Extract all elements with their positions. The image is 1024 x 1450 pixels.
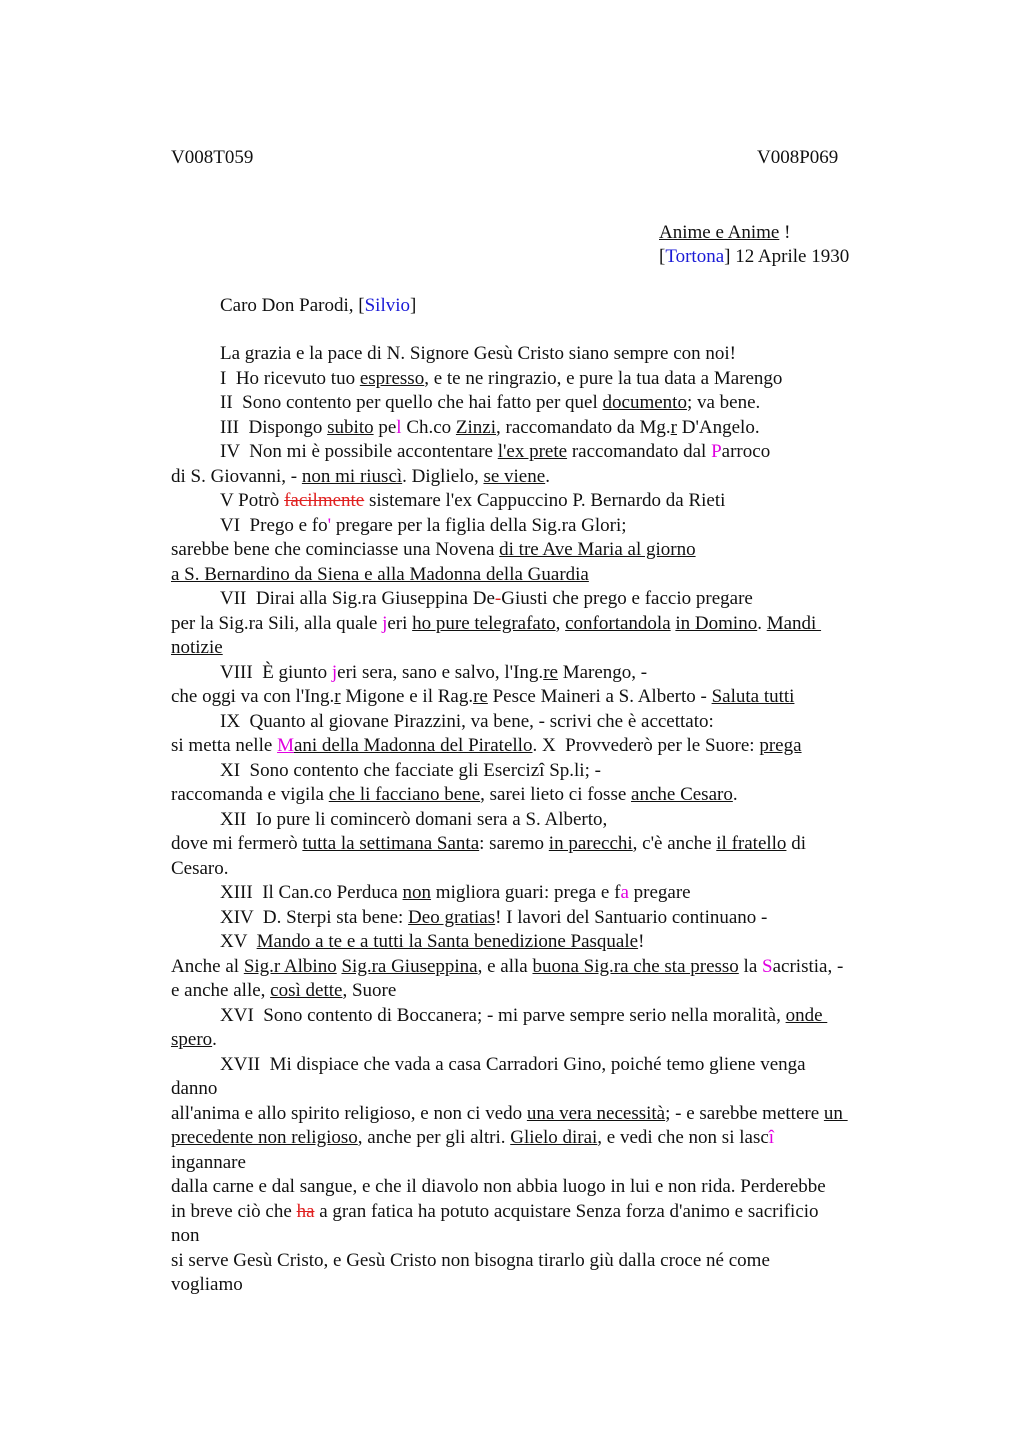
body-line-36: in breve ciò che ha a gran fatica ha potuto acquistare Senza forza d'animo e sacrificio	[171, 1200, 819, 1222]
salutation: Caro Don Parodi, [Silvio]	[220, 295, 417, 316]
body-line-15: che oggi va con l'Ing.r Migone e il Rag.re Pesce Maineri a S. Alberto - Saluta tutti	[171, 686, 795, 707]
body-line-38: si serve Gesù Cristo, e Gesù Cristo non bisogna tirarlo giù dalla croce né come	[171, 1249, 770, 1271]
body-line-2: I Ho ricevuto tuo espresso, e te ne ringrazio, e pure la tua data a Marengo	[220, 367, 783, 389]
body-line-30: XVII Mi dispiace che vada a casa Carradori Gino, poiché temo gliene venga	[220, 1053, 806, 1075]
motto-line: Anime e Anime !	[659, 222, 791, 243]
body-line-29: spero.	[171, 1029, 217, 1050]
body-line-8: VI Prego e fo' pregare per la figlia della Sig.ra Glori;	[220, 514, 627, 536]
body-line-27: e anche alle, così dette, Suore	[171, 980, 397, 1001]
body-line-6: di S. Giovanni, - non mi riuscì. Diglielo, se viene.	[171, 465, 550, 487]
body-line-37: non	[171, 1225, 200, 1246]
body-line-18: XI Sono contento che facciate gli Esercizî Sp.li; -	[220, 759, 601, 781]
body-line-28: XVI Sono contento di Boccanera; - mi parve sempre serio nella moralità, onde	[220, 1004, 828, 1026]
body-line-17: si metta nelle Mani della Madonna del Piratello. X Provvederò per le Suore: prega	[171, 735, 802, 756]
body-line-9: sarebbe bene che cominciasse una Novena di tre Ave Maria al giorno	[171, 539, 696, 560]
body-line-26: Anche al Sig.r Albino Sig.ra Giuseppina, e alla buona Sig.ra che sta presso la Sacristia, -	[171, 955, 844, 977]
body-line-39: vogliamo	[171, 1274, 243, 1295]
body-line-22: Cesaro.	[171, 857, 229, 879]
recipient-name: Silvio	[364, 295, 410, 316]
letter-date: 12 Aprile 1930	[730, 246, 850, 267]
body-line-3: II Sono contento per quello che hai fatto per quel documento; va bene.	[220, 392, 761, 413]
body-line-31: danno	[171, 1078, 218, 1099]
body-line-16: IX Quanto al giovane Pirazzini, va bene, - scrivi che è accettato:	[220, 710, 714, 732]
body-line-19: raccomanda e vigila che li facciano bene, sarei lieto ci fosse anche Cesaro.	[171, 784, 738, 805]
body-line-11: VII Dirai alla Sig.ra Giuseppina De-Giusti che prego e faccio pregare	[220, 588, 753, 609]
body-line-4: III Dispongo subito pel Ch.co Zinzi, raccomandato da Mg.r D'Angelo.	[220, 416, 760, 438]
body-line-23: XIII Il Can.co Perduca non migliora guari: prega e fa pregare	[220, 882, 691, 903]
letter-body	[171, 342, 911, 1298]
body-line-21: dove mi fermerò tutta la settimana Santa: saremo in parecchi, c'è anche il fratello di	[171, 833, 806, 854]
body-line-20: XII Io pure li comincerò domani sera a S. Alberto,	[220, 808, 608, 830]
body-line-25: XV Mando a te e a tutti la Santa benedizione Pasquale!	[220, 931, 645, 952]
deleted-word: facilmente	[284, 490, 365, 511]
body-line-32: all'anima e allo spirito religioso, e non ci vedo una vera necessità; - e sarebbe mettere un	[171, 1102, 848, 1124]
place-date-line: [Tortona] 12 Aprile 1930	[659, 246, 850, 267]
letter-heading	[659, 221, 849, 269]
body-line-35: dalla carne e dal sangue, e che il diavolo non abbia luogo in lui e non rida. Perderebbe	[171, 1176, 826, 1197]
body-line-14: VIII È giunto jeri sera, sano e salvo, l'Ing.re Marengo, -	[220, 661, 648, 683]
body-line-12: per la Sig.ra Sili, alla quale jeri ho pure telegrafato, confortandola in Domino. Mandi	[171, 612, 822, 634]
deleted-word: ha	[296, 1200, 315, 1222]
place-name: Tortona	[665, 246, 725, 267]
body-line-34: ingannare	[171, 1151, 246, 1173]
body-line-24: XIV D. Sterpi sta bene: Deo gratias! I lavori del Santuario continuano -	[220, 906, 768, 928]
body-line-7: V Potrò facilmente sistemare l'ex Cappuccino P. Bernardo da Rieti	[220, 490, 726, 511]
motto: Anime e Anime	[659, 222, 780, 243]
body-line-1: La grazia e la pace di N. Signore Gesù Cristo siano sempre con noi!	[220, 343, 737, 364]
body-line-10: a S. Bernardino da Siena e alla Madonna della Guardia	[171, 563, 589, 585]
document-code-left: V008T059	[171, 147, 254, 168]
body-line-13: notizie	[171, 637, 223, 658]
body-line-5: IV Non mi è possibile accontentare l'ex prete raccomandato dal Parroco	[220, 441, 771, 462]
document-code-right: V008P069	[757, 147, 839, 168]
body-line-33: precedente non religioso, anche per gli altri. Glielo dirai, e vedi che non si lascî	[171, 1127, 775, 1148]
